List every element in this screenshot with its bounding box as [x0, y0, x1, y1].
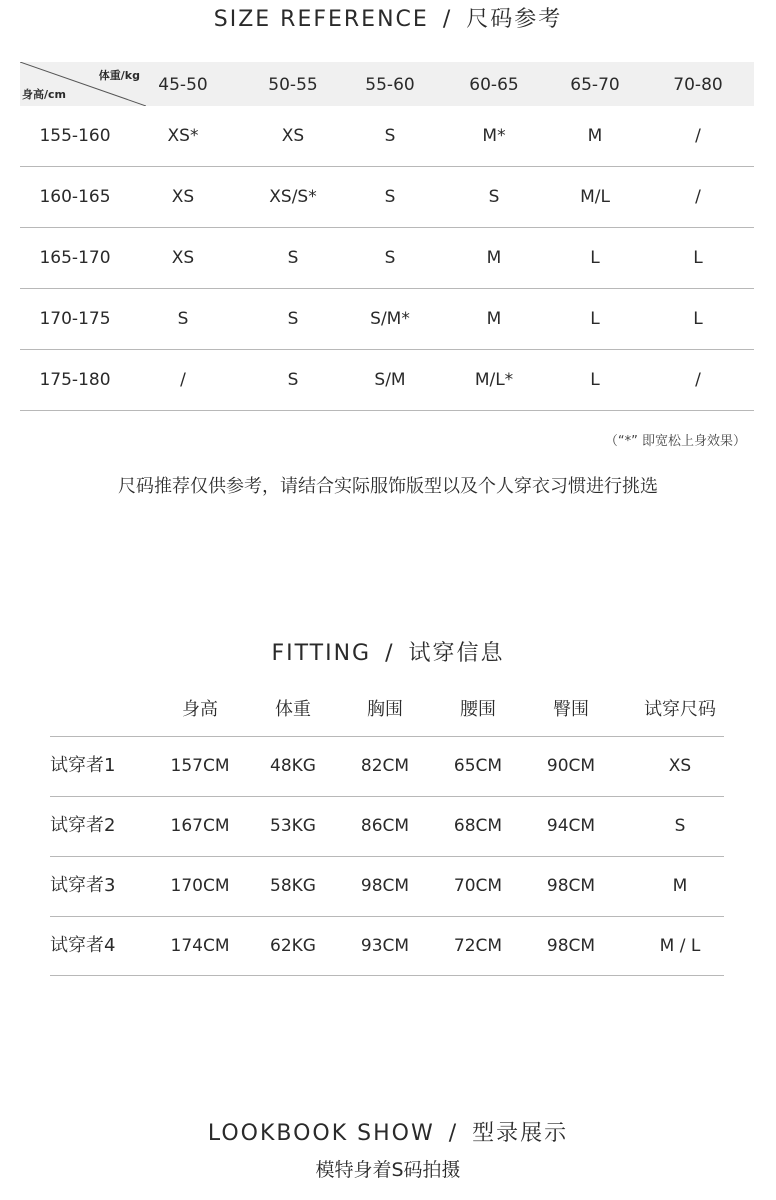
fitting-cell: 65CM [453, 756, 503, 776]
height-range: 170-175 [39, 309, 111, 329]
size-cell: S [488, 187, 500, 207]
fitting-cell: 98CM [360, 876, 410, 896]
fitting-table-row [50, 736, 724, 796]
weight-column-header: 50-55 [268, 75, 318, 95]
fitting-column-header: 臀围 [553, 699, 589, 720]
fitting-cell: S [674, 816, 686, 836]
size-table-row [20, 289, 754, 350]
fitting-cell: 58KG [270, 876, 316, 896]
fitting-cell: 82CM [360, 756, 410, 776]
size-table-row [20, 106, 754, 167]
size-reference-table [20, 62, 754, 411]
weight-column-header: 60-65 [469, 75, 519, 95]
fitting-title-separator: / [385, 641, 395, 666]
size-table-row [20, 228, 754, 289]
size-cell: XS/S* [269, 187, 317, 207]
fitting-cell: 94CM [546, 816, 596, 836]
size-cell: / [695, 370, 701, 390]
size-cell: XS [281, 126, 305, 146]
lookbook-title-cn: 型录展示 [472, 1121, 569, 1146]
fitting-cell: 93CM [360, 936, 410, 956]
size-cell: / [180, 370, 186, 390]
size-cell: M/L [580, 187, 610, 207]
tester-name: 试穿者2 [50, 815, 116, 836]
lookbook-model-note: 模特身着S码拍摄 [315, 1159, 461, 1181]
tester-name: 试穿者3 [50, 875, 116, 896]
corner-height-label: 身高/cm [22, 88, 66, 101]
fitting-cell: 98CM [546, 936, 596, 956]
fitting-cell: 53KG [270, 816, 316, 836]
size-cell: L [693, 248, 703, 268]
size-cell: XS* [167, 126, 199, 146]
fitting-cell: 68CM [453, 816, 503, 836]
size-cell: S [177, 309, 189, 329]
fitting-cell: 167CM [170, 816, 230, 836]
lookbook-title [0, 1116, 776, 1147]
size-cell: L [693, 309, 703, 329]
fitting-table-row [50, 856, 724, 916]
weight-column-header: 70-80 [673, 75, 723, 95]
size-cell: M [486, 248, 502, 268]
fitting-cell: 72CM [453, 936, 503, 956]
lookbook-title-separator: / [448, 1121, 459, 1146]
corner-cell [20, 62, 146, 106]
fitting-cell: 70CM [453, 876, 503, 896]
fitting-column-header: 胸围 [367, 699, 403, 720]
fitting-table-row [50, 796, 724, 856]
size-cell: S [287, 370, 299, 390]
fitting-title [0, 636, 776, 667]
size-cell: M [486, 309, 502, 329]
size-cell: S [287, 248, 299, 268]
size-cell: L [590, 370, 600, 390]
size-reference-title [0, 2, 776, 33]
loose-fit-note: （“*” 即宽松上身效果） [604, 434, 746, 449]
weight-column-header: 45-50 [158, 75, 208, 95]
size-cell: / [695, 187, 701, 207]
fitting-cell: 48KG [270, 756, 316, 776]
size-title-separator: / [442, 7, 453, 32]
fitting-cell: M [672, 876, 688, 896]
fitting-cell: 157CM [170, 756, 230, 776]
tester-name: 试穿者4 [50, 935, 116, 956]
size-cell: XS [171, 187, 195, 207]
size-cell: XS [171, 248, 195, 268]
recommendation-note: 尺码推荐仅供参考，请结合实际服饰版型以及个人穿衣习惯进行挑选 [118, 476, 658, 497]
lookbook-title-en: LOOKBOOK SHOW [207, 1121, 435, 1146]
fitting-cell: 174CM [170, 936, 230, 956]
fitting-table-header [50, 690, 724, 736]
fitting-cell: 86CM [360, 816, 410, 836]
size-cell: S/M* [370, 309, 410, 329]
size-cell: S/M [374, 370, 406, 390]
fitting-column-header: 身高 [182, 699, 218, 720]
height-range: 175-180 [39, 370, 111, 390]
fitting-column-header: 试穿尺码 [644, 699, 716, 720]
size-cell: M* [482, 126, 506, 146]
fitting-cell: 62KG [270, 936, 316, 956]
fitting-cell: M / L [659, 936, 701, 956]
fitting-cell: 98CM [546, 876, 596, 896]
weight-column-header: 65-70 [570, 75, 620, 95]
tester-name: 试穿者1 [50, 755, 116, 776]
size-title-cn: 尺码参考 [466, 7, 563, 32]
weight-column-header: 55-60 [365, 75, 415, 95]
corner-weight-label: 体重/kg [98, 69, 140, 82]
fitting-cell: 90CM [546, 756, 596, 776]
fitting-table [50, 690, 724, 976]
height-range: 160-165 [39, 187, 111, 207]
size-cell: S [384, 248, 396, 268]
size-title-en: SIZE REFERENCE [213, 7, 429, 32]
height-range: 165-170 [39, 248, 111, 268]
size-cell: L [590, 248, 600, 268]
fitting-title-en: FITTING [271, 641, 372, 666]
size-cell: M/L* [474, 370, 514, 390]
height-range: 155-160 [39, 126, 111, 146]
fitting-column-header: 体重 [275, 699, 311, 720]
fitting-title-cn: 试穿信息 [408, 641, 505, 666]
size-cell: / [695, 126, 701, 146]
size-cell: M [587, 126, 603, 146]
fitting-cell: 170CM [170, 876, 230, 896]
size-cell: L [590, 309, 600, 329]
fitting-column-header: 腰围 [460, 699, 496, 720]
size-cell: S [287, 309, 299, 329]
size-cell: S [384, 187, 396, 207]
fitting-table-row [50, 916, 724, 976]
fitting-cell: XS [668, 756, 692, 776]
size-table-row [20, 350, 754, 411]
size-cell: S [384, 126, 396, 146]
size-table-row [20, 167, 754, 228]
size-table-header [20, 62, 754, 106]
